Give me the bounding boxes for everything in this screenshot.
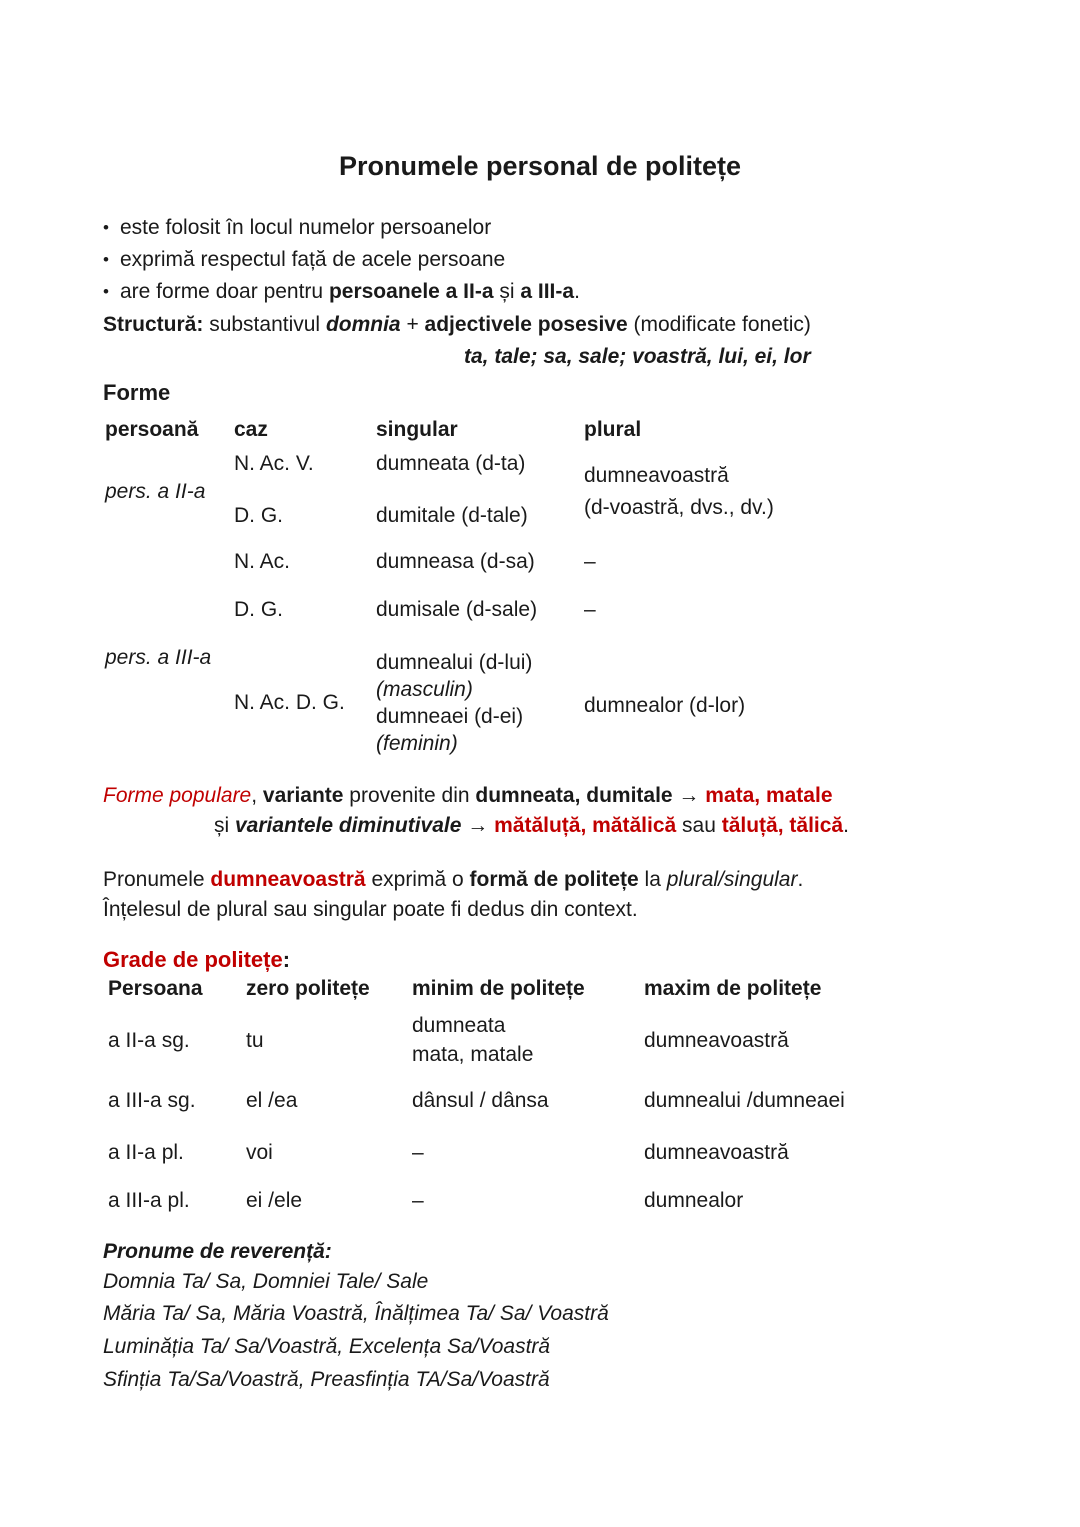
- arrow-icon: →: [461, 814, 495, 837]
- forme-heading: Forme: [103, 380, 171, 405]
- forme-cell-plural: (d-voastră, dvs., dv.): [584, 496, 774, 519]
- grade-cell-minim: –: [412, 1189, 424, 1212]
- forme-header-plural: plural: [584, 418, 642, 441]
- forme-cell-singular-note: (masculin): [376, 678, 473, 701]
- forme-header-persoana: persoană: [105, 418, 199, 441]
- paragraph-line2: Înțelesul de plural sau singular poate fi dedus din context.: [103, 898, 638, 921]
- forme-header-caz: caz: [234, 418, 268, 441]
- forme-cell-caz: D. G.: [234, 598, 284, 621]
- bullet-text: exprimă respectul față de acele persoane: [120, 248, 506, 271]
- grade-cell-minim: dumneata: [412, 1014, 506, 1037]
- bullet-icon: •: [103, 250, 109, 269]
- bullet-text: are forme doar pentru: [120, 280, 329, 303]
- text-run: ,: [251, 784, 263, 807]
- forme-cell-plural: –: [584, 550, 596, 573]
- forme-cell-singular: dumneata (d-ta): [376, 452, 526, 475]
- grade-heading: [103, 946, 290, 974]
- grade-header-persoana: Persoana: [108, 977, 203, 1000]
- forme-cell-plural: dumnealor (d-lor): [584, 694, 746, 717]
- possessive-forms-line: ta, tale; sa, sale; voastră, lui, ei, lor: [464, 345, 811, 368]
- structura-domnia: domnia: [325, 313, 401, 336]
- forme-cell-singular: dumneasa (d-sa): [376, 550, 535, 573]
- grade-cell-minim: –: [412, 1141, 424, 1164]
- grade-cell-maxim: dumnealui /dumneaei: [644, 1089, 845, 1112]
- grade-cell-persoana: a II-a sg.: [108, 1029, 190, 1052]
- reverence-line: Domnia Ta/ Sa, Domniei Tale/ Sale: [103, 1270, 429, 1293]
- page-title: Pronumele personal de politețe: [338, 151, 742, 181]
- grade-cell-zero: el /ea: [246, 1089, 298, 1112]
- structura-line: [103, 311, 811, 338]
- text-run: la: [638, 868, 667, 891]
- paragraph-line1: [103, 866, 803, 893]
- bullet-item: [103, 278, 580, 305]
- text-run: .: [843, 814, 849, 837]
- bullet-text-bold: persoanele a II-a: [328, 280, 494, 303]
- text-run: provenite din: [343, 784, 476, 807]
- text-run-bold: formă de politețe: [469, 868, 639, 891]
- grade-cell-zero: tu: [246, 1029, 264, 1052]
- forme-person-label: pers. a III-a: [105, 646, 212, 669]
- structura-text: substantivul: [203, 313, 326, 336]
- bullet-text: .: [574, 280, 580, 303]
- grade-cell-maxim: dumneavoastră: [644, 1029, 789, 1052]
- grade-heading-text: Grade de politețe: [103, 947, 283, 972]
- arrow-icon: →: [672, 784, 706, 807]
- grade-cell-maxim: dumnealor: [644, 1189, 744, 1212]
- bullet-item: [103, 246, 505, 273]
- forme-cell-singular-note: (feminin): [376, 732, 458, 755]
- grade-cell-minim: dânsul / dânsa: [412, 1089, 549, 1112]
- reverenta-heading: Pronume de reverență:: [103, 1240, 332, 1263]
- bullet-icon: •: [103, 218, 109, 237]
- forme-cell-caz: N. Ac.: [234, 550, 291, 573]
- text-run: Pronumele: [103, 868, 211, 891]
- forme-populare-line2: [214, 812, 849, 839]
- reverence-line: Luminăția Ta/ Sa/Voastră, Excelența Sa/Voastră: [103, 1335, 551, 1358]
- text-run: exprimă o: [365, 868, 470, 891]
- text-run-red: tăluță, tălică: [721, 814, 844, 837]
- bullet-item: [103, 214, 491, 241]
- grade-cell-minim: mata, matale: [412, 1043, 534, 1066]
- forme-cell-caz: D. G.: [234, 504, 284, 527]
- forme-cell-caz: N. Ac. V.: [234, 452, 314, 475]
- forme-cell-singular: dumneaei (d-ei): [376, 705, 524, 728]
- structura-plus: +: [400, 313, 425, 336]
- grade-heading-colon: :: [282, 947, 291, 972]
- grade-header-zero: zero politețe: [246, 977, 370, 1000]
- grade-header-minim: minim de politețe: [412, 977, 585, 1000]
- forme-person-label: pers. a II-a: [105, 480, 206, 503]
- text-run-bold-italic: variantele diminutivale: [235, 814, 462, 837]
- forme-populare-lead: Forme populare: [103, 784, 252, 807]
- forme-cell-caz: N. Ac. D. G.: [234, 691, 345, 714]
- grade-cell-maxim: dumneavoastră: [644, 1141, 789, 1164]
- bullet-icon: •: [103, 282, 109, 301]
- text-run-bold: variante: [262, 784, 344, 807]
- bullet-text-bold: a III-a: [520, 280, 575, 303]
- structura-label: Structură:: [103, 313, 204, 336]
- structura-adj: adjectivele posesive: [424, 313, 628, 336]
- text-run: și: [214, 814, 235, 837]
- grade-header-maxim: maxim de politețe: [644, 977, 822, 1000]
- text-run: .: [797, 868, 804, 891]
- forme-cell-singular: dumitale (d-tale): [376, 504, 528, 527]
- text-run: sau: [676, 814, 722, 837]
- text-run-red: mătăluță, mătălică: [494, 814, 677, 837]
- bullet-text: și: [493, 280, 521, 303]
- grade-cell-persoana: a II-a pl.: [108, 1141, 184, 1164]
- forme-cell-singular: dumisale (d-sale): [376, 598, 538, 621]
- grade-cell-zero: voi: [246, 1141, 273, 1164]
- forme-populare-line1: [103, 782, 833, 809]
- grade-cell-persoana: a III-a sg.: [108, 1089, 196, 1112]
- text-run-red: dumneavoastră: [210, 868, 366, 891]
- forme-header-singular: singular: [376, 418, 458, 441]
- text-run-red: mata, matale: [705, 784, 833, 807]
- bullet-text: este folosit în locul numelor persoanelor: [120, 216, 492, 239]
- structura-paren: (modificate fonetic): [627, 313, 811, 336]
- forme-cell-plural: –: [584, 598, 596, 621]
- forme-cell-singular: dumnealui (d-lui): [376, 651, 533, 674]
- forme-cell-plural: dumneavoastră: [584, 464, 729, 487]
- reverence-line: Sfinția Ta/Sa/Voastră, Preasfinția TA/Sa/Voastră: [103, 1368, 550, 1391]
- grade-cell-persoana: a III-a pl.: [108, 1189, 190, 1212]
- reverence-line: Măria Ta/ Sa, Măria Voastră, Înălțimea Ta/ Sa/ Voastră: [103, 1302, 609, 1325]
- text-run-bold: dumneata, dumitale: [475, 784, 673, 807]
- text-run-italic: plural/singular: [666, 868, 798, 891]
- grade-cell-zero: ei /ele: [246, 1189, 303, 1212]
